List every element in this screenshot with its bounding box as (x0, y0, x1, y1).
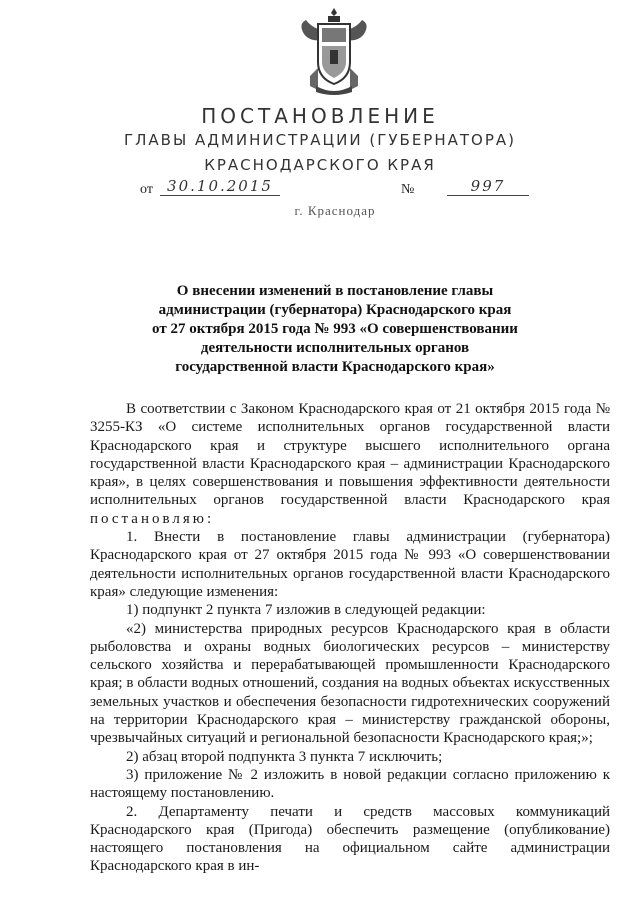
coat-of-arms-emblem (296, 6, 372, 96)
date-label: от (140, 182, 153, 197)
city-label: г. Краснодар (294, 203, 376, 218)
issuer-heading: ГЛАВЫ АДМИНИСТРАЦИИ (ГУБЕРНАТОРА) (123, 131, 517, 149)
clause-1: 1. Внести в постановление главы администрации (губернатора) Краснодарского края от 27 октября 2015 года № 993 «О совершенствовании деятельности исполнительных органов государственной власти Краснодарского края» следующие изменения: (90, 529, 610, 600)
date-value: 30.10.2015 (160, 177, 280, 196)
document-title (130, 282, 540, 377)
number-value: 997 (447, 177, 529, 196)
preamble-text: В соответствии с Законом Краснодарского края от 21 октября 2015 года № 3255-КЗ «О системе исполнительных органов государственной власти Краснодарского края и структуре высшего исполнительного органа государственной власти Краснодарского края – администрации Краснодарского края», в целях совершенствования и повышения эффективности деятельности исполнительных органов государственной власти Краснодарского края (90, 401, 610, 509)
title-line: администрации (губернатора) Краснодарского края (158, 302, 512, 318)
region-heading: КРАСНОДАРСКОГО КРАЯ (204, 156, 436, 174)
preamble-paragraph (90, 400, 610, 528)
document-type-heading: ПОСТАНОВЛЕНИЕ (201, 104, 439, 128)
title-line: государственной власти Краснодарского края» (175, 359, 495, 375)
title-line: О внесении изменений в постановление главы (176, 283, 494, 299)
subclause-1-2: 2) абзац второй подпункта 3 пункта 7 исключить; (126, 748, 443, 765)
document-body (90, 400, 610, 876)
title-line: деятельности исполнительных органов (200, 340, 470, 356)
subclause-1-1: 1) подпункт 2 пункта 7 изложив в следующей редакции: (126, 602, 486, 619)
subclause-1-1-quote: «2) министерства природных ресурсов Краснодарского края в области рыболовства и охраны водных биологических ресурсов – министерству сельского хозяйства и перерабатывающей промышленности Краснодарского края; в области водных отношений, создания на водных объектах искусственных земельных участков и обеспечения безопасности гидротехнических сооружений на территории Краснодарского края – министерству гражданской обороны, чрезвычайных ситуаций и региональной безопасности Краснодарского края;»; (90, 620, 610, 747)
subclause-1-3: 3) приложение № 2 изложить в новой редакции согласно приложению к настоящему постановлению. (90, 766, 610, 802)
number-label: № (401, 182, 415, 197)
clause-2: 2. Департаменту печати и средств массовых коммуникаций Краснодарского края (Пригода) обеспечить размещение (опубликование) настоящего постановления на официальном сайте администрации Краснодарского края в ин- (90, 803, 610, 875)
title-line: от 27 октября 2015 года № 993 «О совершенствовании (152, 321, 518, 337)
decree-word: постановляю: (90, 510, 215, 527)
